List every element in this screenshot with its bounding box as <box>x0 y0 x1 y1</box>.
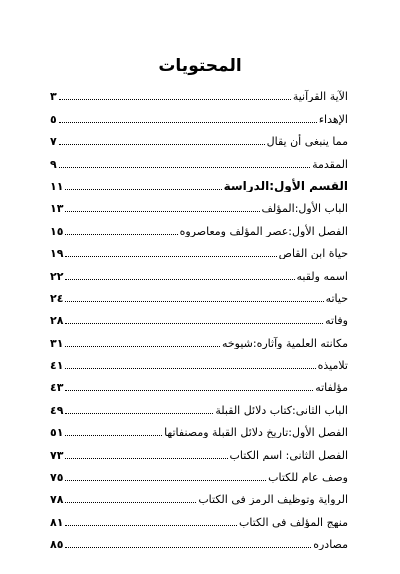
toc-entry <box>50 393 348 415</box>
toc-entry-page-number: ٧٣ <box>50 448 64 461</box>
toc-entry <box>50 326 348 348</box>
toc-entry-page-number: ٩ <box>50 157 57 170</box>
toc-entry-page-number: ٢٤ <box>50 291 64 304</box>
toc-entry <box>50 304 348 326</box>
toc-entry-page-number: ٣ <box>50 90 57 103</box>
toc-entry-page-number: ٥ <box>50 112 57 125</box>
toc-entry <box>50 528 348 550</box>
toc-entry <box>50 192 348 214</box>
dot-leader <box>59 144 265 145</box>
toc-entry <box>50 214 348 236</box>
toc-entry-title: الفصل الأول:عصر المؤلف ومعاصروه <box>179 224 348 237</box>
toc-entry-title: مصادره <box>313 538 348 551</box>
toc-entry-page-number: ١١ <box>50 179 64 192</box>
dot-leader <box>65 256 276 257</box>
toc-entry-page-number: ٧٨ <box>50 493 64 506</box>
toc-entry <box>50 349 348 371</box>
dot-leader <box>65 211 259 212</box>
dot-leader <box>59 99 291 100</box>
toc-entry <box>50 483 348 505</box>
toc-entry <box>50 416 348 438</box>
toc-entry <box>50 170 348 192</box>
toc-entry-title: المقدمة <box>312 157 348 170</box>
toc-entry-title: الباب الأول:المؤلف <box>261 202 348 215</box>
dot-leader <box>65 502 196 503</box>
toc-entry-page-number: ٨١ <box>50 515 64 528</box>
toc-entry-page-number: ٥١ <box>50 426 64 439</box>
toc-entry-title: وفاته <box>325 314 348 327</box>
toc-entry <box>50 505 348 527</box>
toc-entry-title: الفصل الثاني: اسم الكتاب <box>229 448 348 461</box>
toc-entry-title: مؤلفاته <box>315 381 348 394</box>
table-of-contents <box>50 80 348 550</box>
toc-entry-page-number: ٤١ <box>50 359 64 372</box>
toc-entry <box>50 102 348 124</box>
toc-entry-title: مكانته العلمية وآثاره:شيوخه <box>221 336 348 349</box>
toc-entry-page-number: ١٣ <box>50 202 64 215</box>
dot-leader <box>59 122 317 123</box>
toc-entry-title: وصف عام للكتاب <box>268 471 348 484</box>
toc-entry <box>50 259 348 281</box>
dot-leader <box>65 189 221 190</box>
toc-entry <box>50 125 348 147</box>
toc-entry-page-number: ٢٢ <box>50 269 64 282</box>
dot-leader <box>65 323 323 324</box>
toc-entry-title: اسمه ولقبه <box>296 269 348 282</box>
toc-entry-page-number: ١٥ <box>50 224 64 237</box>
page-title: المحتويات <box>158 56 242 76</box>
dot-leader <box>65 413 213 414</box>
toc-entry-title: القسم الأول:الدراسة <box>223 178 348 192</box>
toc-entry-title: الفصل الأول:تاريخ دلائل القبلة ومصنفاتها <box>164 426 348 439</box>
dot-leader <box>65 279 294 280</box>
toc-entry <box>50 371 348 393</box>
dot-leader <box>65 458 227 459</box>
dot-leader <box>65 547 311 548</box>
dot-leader <box>65 368 315 369</box>
toc-entry-page-number: ٨٥ <box>50 538 64 551</box>
dot-leader <box>65 346 220 347</box>
dot-leader <box>65 435 162 436</box>
dot-leader <box>65 525 237 526</box>
toc-entry-page-number: ١٩ <box>50 247 64 260</box>
dot-leader <box>65 390 313 391</box>
dot-leader <box>65 301 323 302</box>
toc-entry <box>50 147 348 169</box>
toc-entry-title: الباب الثاني:كتاب دلائل القبلة <box>215 403 348 416</box>
toc-entry-title: منهج المؤلف في الكتاب <box>239 515 348 528</box>
toc-entry-title: الرواية وتوظيف الرمز في الكتاب <box>198 493 348 506</box>
toc-entry-page-number: ٣١ <box>50 336 64 349</box>
toc-entry-page-number: ٧٥ <box>50 471 64 484</box>
toc-entry <box>50 237 348 259</box>
dot-leader <box>59 167 310 168</box>
toc-entry <box>50 282 348 304</box>
toc-entry-title: حياته <box>325 291 348 304</box>
toc-entry-title: مما ينبغي أن يقال <box>266 135 348 148</box>
toc-entry <box>50 461 348 483</box>
toc-entry-title: تلاميذه <box>317 359 348 372</box>
toc-entry-page-number: ٤٩ <box>50 403 64 416</box>
toc-entry-title: الآية القرآنية <box>292 90 348 103</box>
dot-leader <box>65 234 177 235</box>
dot-leader <box>65 480 266 481</box>
toc-entry-title: الإهداء <box>318 112 348 125</box>
toc-entry-page-number: ٢٨ <box>50 314 64 327</box>
toc-entry <box>50 80 348 102</box>
toc-entry-title: حياة ابن القاص <box>278 247 348 260</box>
toc-entry-page-number: ٧ <box>50 135 57 148</box>
toc-entry <box>50 438 348 460</box>
toc-entry-page-number: ٤٣ <box>50 381 64 394</box>
